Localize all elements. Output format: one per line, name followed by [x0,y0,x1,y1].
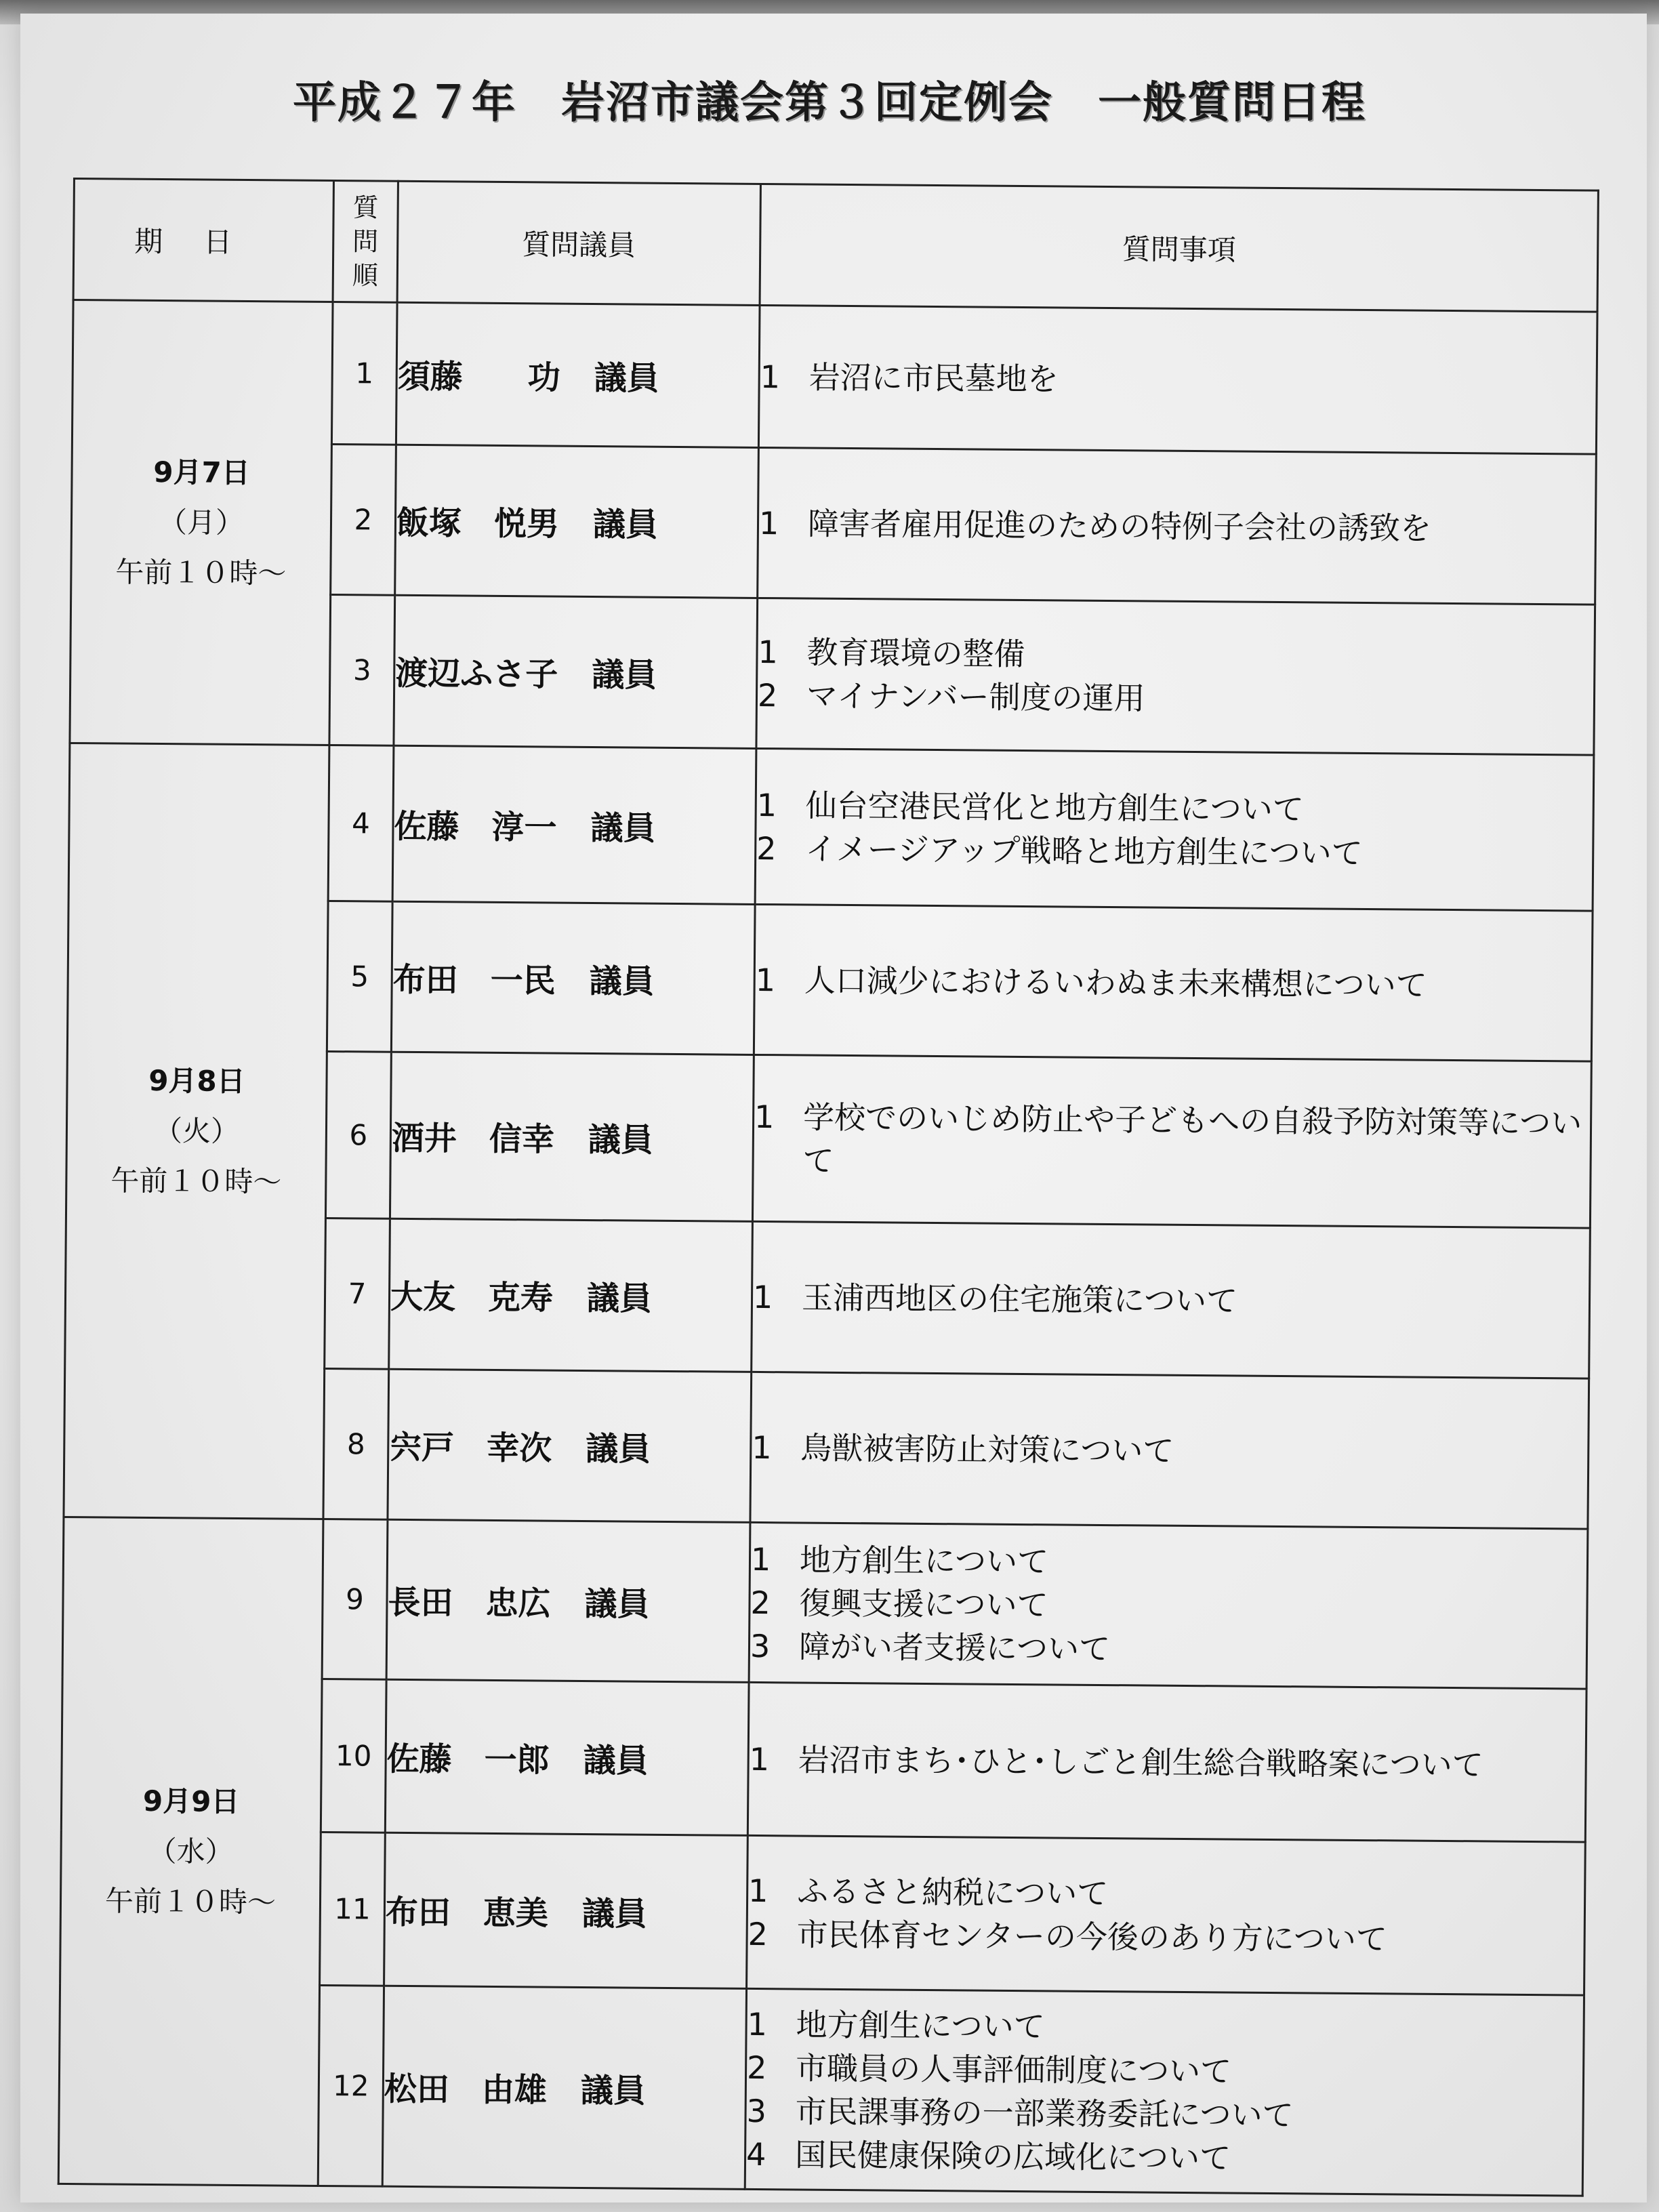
member-title: 議員 [580,2071,647,2110]
topic-text: マイナンバー制度の運用 [806,677,1145,716]
member-cell [392,745,756,904]
topic-number: 1 [747,1872,769,1909]
member-title: 議員 [586,1429,651,1469]
question-order: 1 [331,302,397,445]
meeting-time: 午前１０時～ [104,1883,276,1919]
member-cell [384,1832,748,1988]
topic-text: 岩沼に市民墓地を [808,359,1059,397]
topic-number: 2 [757,676,778,714]
meeting-weekday: （水） [148,1834,234,1868]
topic-item [760,354,1595,405]
topic-item [754,1094,1590,1188]
topic-number: 1 [747,2005,768,2043]
topic-number: 1 [758,504,779,541]
topic-text: 仙台空港民営化と地方創生について [805,787,1305,827]
member-cell [391,901,755,1054]
topic-number: 1 [752,1429,772,1466]
header-order-char: 質 [352,192,379,223]
topic-item [756,826,1592,876]
member-title: 議員 [583,1741,649,1780]
member-cell [385,1679,749,1835]
topic-number: 1 [760,358,781,395]
header-order-char: 問 [352,226,379,257]
question-order: 12 [318,1985,384,2186]
topic-number: 1 [750,1540,771,1578]
topic-text: 市民課事務の一部業務委託について [795,2092,1294,2133]
topic-item [757,783,1593,833]
table-row [62,1517,1588,1689]
topic-number: 1 [758,633,779,670]
topic-number: 1 [756,786,777,823]
topics-cell [758,305,1597,454]
topics-cell [747,1835,1586,1995]
member-name: 松田 由雄 [384,2070,548,2110]
topic-item [750,1580,1586,1631]
topic-item [753,1275,1589,1325]
topic-item [746,2089,1582,2139]
topic-text: 鳥獣被害防止対策について [800,1429,1174,1469]
topics-cell [745,1988,1584,2196]
member-name: 佐藤 淳一 [394,807,557,847]
member-title: 議員 [588,1121,654,1160]
topic-text: イメージアップ戦略と地方創生について [805,830,1363,872]
topic-number: 1 [755,961,776,998]
topic-item [749,1737,1584,1787]
table-row [68,743,1594,911]
member-title: 議員 [586,1279,653,1318]
question-order: 3 [329,595,395,746]
topic-item [747,1912,1583,1962]
meeting-time: 午前１０時～ [115,555,287,590]
topic-text: 玉浦西地区の住宅施策について [801,1278,1238,1319]
topic-item [752,1425,1587,1475]
member-cell [394,595,758,748]
topic-item [758,673,1593,723]
question-order: 7 [325,1218,390,1369]
topic-number: 3 [750,1627,771,1664]
topics-cell [747,1682,1586,1842]
header-topics: 質問事項 [760,184,1598,312]
topic-text: 地方創生について [799,1540,1049,1580]
topic-text: 復興支援について [799,1584,1048,1623]
topics-cell [755,748,1594,911]
topics-cell [750,1372,1589,1529]
meeting-time: 午前１０時～ [110,1163,282,1198]
member-title: 議員 [584,1584,650,1624]
member-name: 飯塚 悦男 [396,504,560,544]
question-order: 6 [325,1051,391,1218]
member-title: 議員 [594,359,659,398]
topics-cell [749,1522,1588,1689]
member-title: 議員 [589,962,655,1001]
document-title: 平成２７年 岩沼市議会第３回定例会 一般質問日程 [293,78,1366,128]
table-body [58,300,1597,2196]
topic-number: 2 [756,830,777,867]
topic-item [759,501,1595,551]
question-order: 11 [320,1832,386,1986]
topic-item [750,1624,1586,1674]
question-order: 5 [327,901,392,1052]
member-cell [390,1052,754,1221]
topic-number: 4 [745,2135,766,2173]
member-cell [396,302,760,447]
member-cell [388,1369,752,1522]
topic-number: 3 [746,2092,767,2129]
header-order [333,181,398,303]
topic-text: 地方創生について [796,2005,1045,2045]
member-cell [395,445,759,598]
question-order: 10 [321,1679,386,1832]
topics-cell [752,1054,1591,1228]
member-name: 長田 忠広 [388,1583,551,1623]
member-name: 宍戸 幸次 [389,1428,552,1468]
topic-number: 1 [754,1098,775,1135]
topics-cell [758,447,1597,605]
header-date: 期日 [73,179,333,302]
date-cell [70,300,333,745]
topic-item [747,2045,1582,2095]
topics-cell [752,1221,1591,1378]
member-title: 議員 [590,809,656,848]
topic-text: 障害者雇用促進のための特例子会社の誘致を [807,505,1432,547]
meeting-weekday: （月） [158,505,245,539]
question-order: 8 [323,1368,389,1519]
topic-text: 教育環境の整備 [806,634,1025,672]
topic-text: 障がい者支援について [798,1627,1111,1667]
topic-item [748,1868,1584,1919]
question-schedule-table [58,178,1599,2197]
member-title: 議員 [592,506,659,544]
member-name: 酒井 信幸 [391,1119,555,1159]
topic-text: 市職員の人事評価制度について [795,2049,1232,2090]
member-cell [382,1986,746,2189]
header-order-char: 順 [352,260,379,291]
topic-number: 1 [752,1278,773,1315]
header-member: 質問議員 [397,181,760,305]
question-order: 4 [328,745,394,901]
topic-number: 2 [750,1584,771,1621]
meeting-date: 9月8日 [148,1063,245,1098]
member-name: 須藤 功 [397,357,560,397]
member-name: 布田 一民 [392,960,556,1000]
topic-text: 学校でのいじめ防止や子どもへの自殺予防対策等について [802,1099,1582,1179]
topic-number: 2 [747,1915,769,1952]
topic-item [751,1537,1586,1587]
topic-number: 2 [746,2049,767,2086]
table-row [72,300,1597,455]
member-name: 大友 克寿 [390,1277,554,1317]
meeting-weekday: （火） [153,1113,240,1148]
member-title: 議員 [581,1894,648,1933]
question-order: 9 [322,1519,388,1679]
member-name: 渡辺ふさ子 [395,654,558,694]
meeting-date: 9月9日 [142,1784,240,1818]
meeting-date: 9月7日 [153,455,251,489]
topic-item [755,958,1591,1008]
topic-item [746,2132,1582,2182]
member-title: 議員 [592,656,657,695]
topics-cell [756,598,1595,755]
topic-item [747,2002,1582,2052]
table-header-row [73,179,1598,312]
member-cell [389,1218,753,1372]
topic-text: 市民体育センターの今後のあり方について [796,1915,1388,1957]
member-name: 布田 恵美 [385,1893,549,1933]
question-order: 2 [331,445,396,596]
topic-number: 1 [749,1740,770,1778]
topic-text: 岩沼市まち･ひと･しごと創生総合戦略案について [798,1740,1483,1783]
topics-cell [754,904,1593,1061]
date-cell [64,743,329,1519]
topic-text: 人口減少におけるいわぬま未来構想について [804,962,1428,1004]
topic-item [758,630,1593,680]
topic-text: 国民健康保険の広域化について [794,2135,1231,2177]
member-name: 佐藤 一郎 [386,1740,550,1780]
topic-text: ふるさと納税について [796,1872,1109,1912]
member-cell [386,1519,750,1682]
date-cell [58,1517,323,2186]
